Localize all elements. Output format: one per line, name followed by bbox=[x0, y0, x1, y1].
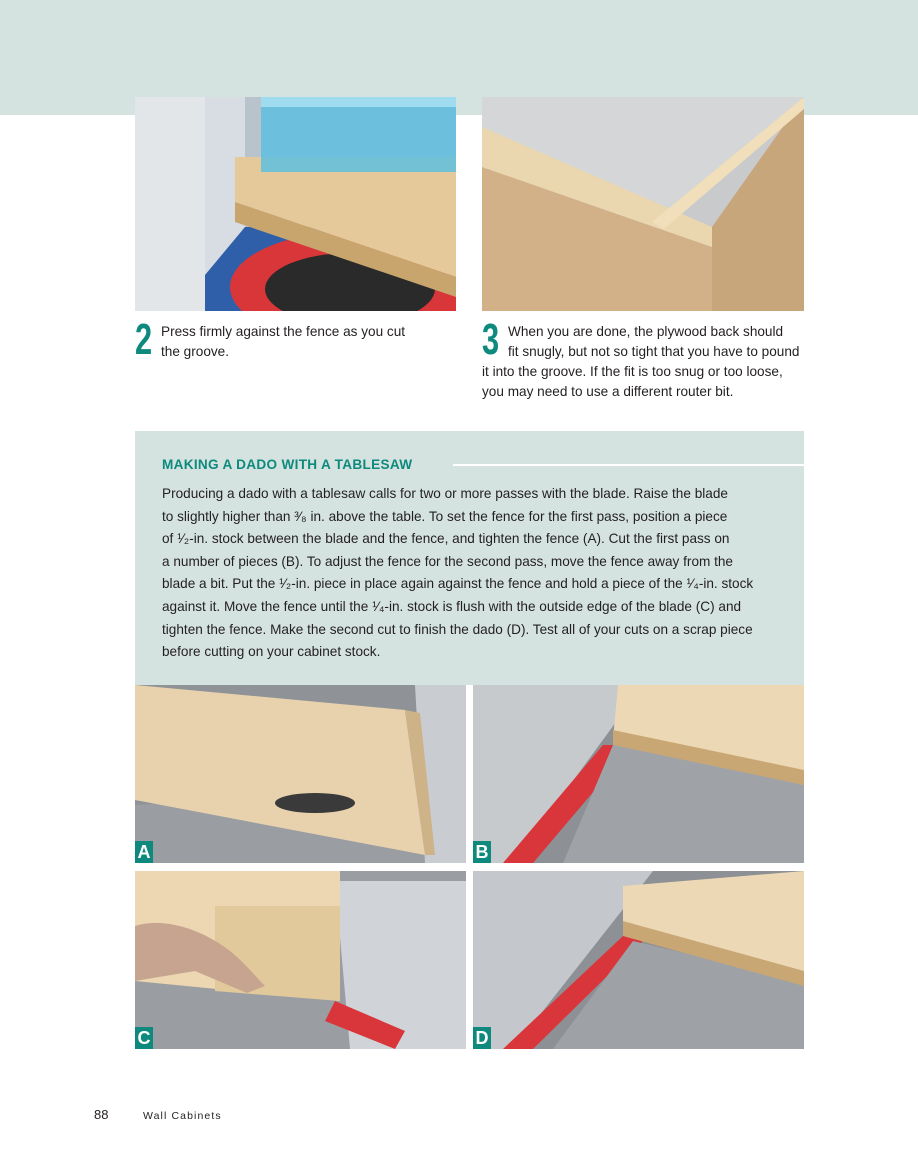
step-2-caption bbox=[135, 315, 435, 364]
title-rule bbox=[453, 464, 804, 466]
page-number: 88 bbox=[94, 1107, 109, 1122]
step-line: When you are done, the plywood back should bbox=[508, 324, 784, 339]
step-line: fit snugly, but not so tight that you have to pound bbox=[508, 344, 800, 359]
body-line: a number of pieces (B). To adjust the fence for the second pass, move the fence away from the bbox=[162, 553, 733, 569]
body-line: against it. Move the fence until the ¹⁄₄-in. stock is flush with the outside edge of the blade (C) and bbox=[162, 598, 742, 614]
sidebar-title: MAKING A DADO WITH A TABLESAW bbox=[162, 457, 413, 472]
body-line: blade a bit. Put the ¹⁄₂-in. piece in place again against the fence and hold a piece of the ¹⁄₄-in. stock bbox=[162, 576, 754, 592]
photo-c bbox=[135, 871, 466, 1049]
photo-d bbox=[473, 871, 804, 1049]
sidebar-body bbox=[162, 483, 782, 664]
body-line: to slightly higher than ³⁄₈ in. above the table. To set the fence for the first pass, position a piece bbox=[162, 508, 728, 524]
photo-label-c: C bbox=[135, 1027, 153, 1049]
body-line: of ¹⁄₂-in. stock between the blade and the fence, and tighten the fence (A). Cut the first pass on bbox=[162, 531, 730, 547]
photo-step-2 bbox=[135, 97, 456, 311]
step-line: it into the groove. If the fit is too snug or too loose, bbox=[482, 364, 783, 379]
body-line: Producing a dado with a tablesaw calls for two or more passes with the blade. Raise the blade bbox=[162, 486, 728, 501]
body-line: tighten the fence. Make the second cut to finish the dado (D). Test all of your cuts on a scrap piece bbox=[162, 621, 753, 637]
step-line: you may need to use a different router bit. bbox=[482, 384, 734, 399]
step-line: the groove. bbox=[161, 344, 230, 359]
photo-step-3 bbox=[482, 97, 804, 311]
step-line: Press firmly against the fence as you cut bbox=[161, 324, 406, 339]
step-number: 3 bbox=[482, 315, 500, 364]
section-title: Wall Cabinets bbox=[143, 1110, 222, 1122]
photo-label-b: B bbox=[473, 841, 491, 863]
photo-b bbox=[473, 685, 804, 863]
step-3-caption bbox=[482, 315, 812, 402]
step-number: 2 bbox=[135, 315, 153, 364]
sidebar-box bbox=[135, 431, 804, 685]
body-line: before cutting on your cabinet stock. bbox=[162, 644, 381, 660]
photo-a bbox=[135, 685, 466, 863]
photo-label-a: A bbox=[135, 841, 153, 863]
photo-label-d: D bbox=[473, 1027, 491, 1049]
